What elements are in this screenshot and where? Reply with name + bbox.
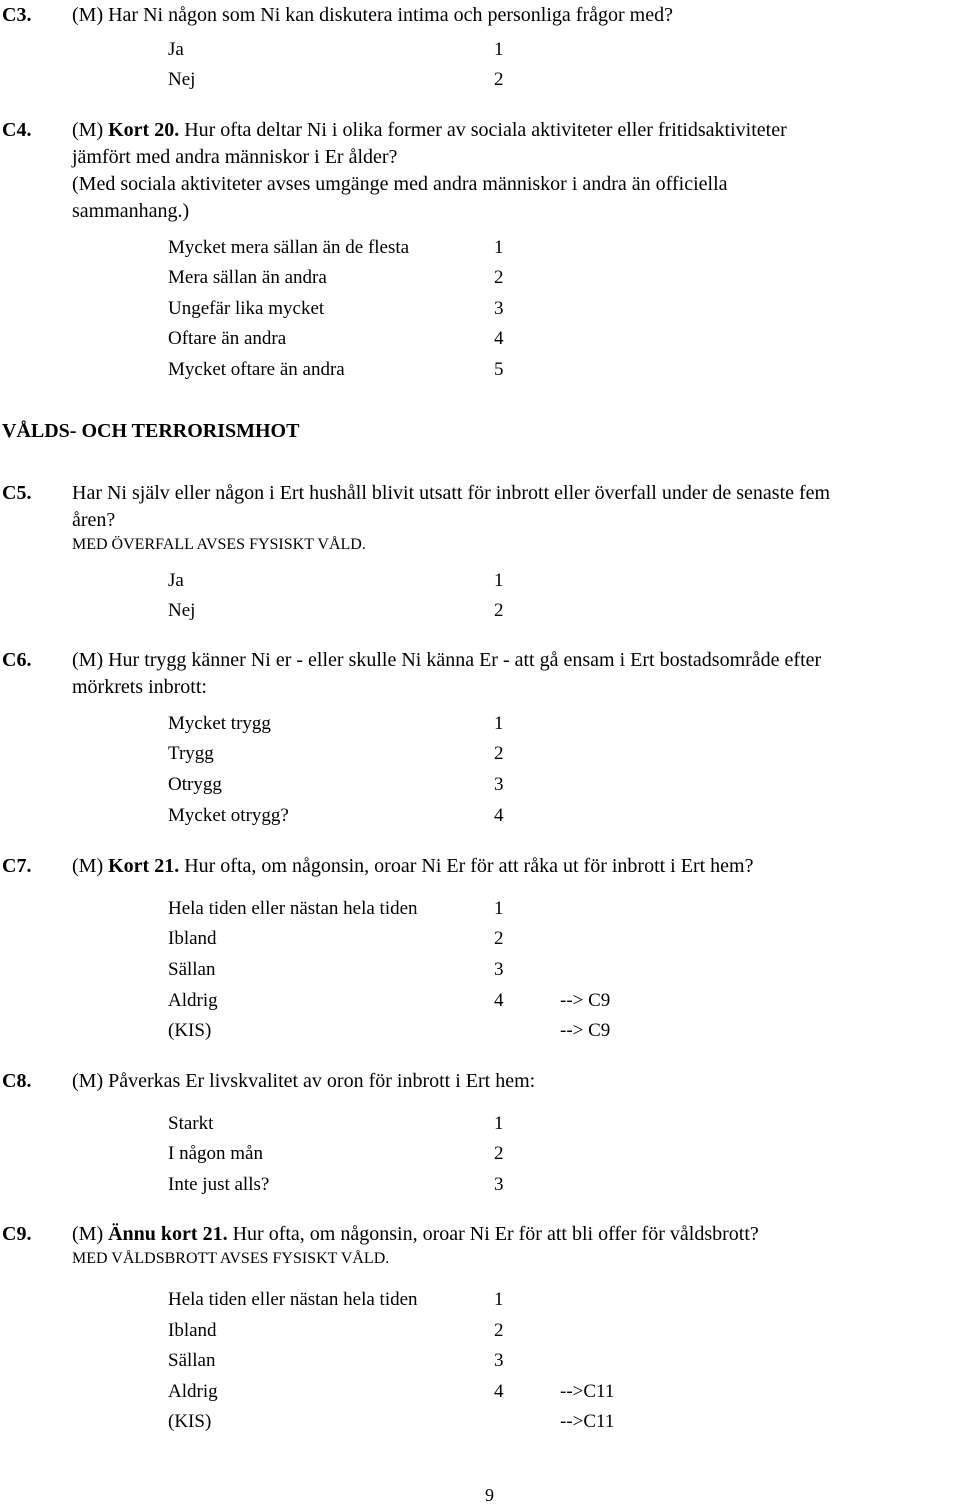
answer-option: Nej: [168, 600, 196, 621]
question-number: C8.: [2, 1070, 32, 1092]
skip-instruction: --> C9: [560, 990, 611, 1011]
answer-option: Starkt: [168, 1113, 214, 1134]
answer-option: Inte just alls?: [168, 1174, 270, 1195]
answer-code: 2: [494, 69, 504, 90]
answer-code: 3: [494, 1174, 504, 1195]
answer-option: Mycket mera sällan än de flesta: [168, 237, 410, 258]
answer-option: Trygg: [168, 743, 214, 764]
answer-option: Ibland: [168, 928, 217, 949]
answer-code: 1: [494, 1113, 504, 1134]
question-number: C9.: [2, 1223, 32, 1245]
page-number: 9: [485, 1485, 494, 1505]
question-text: (M) Hur trygg känner Ni er - eller skulle Ni känna Er - att gå ensam i Ert bostadsområde efter: [72, 649, 822, 671]
answer-code: 5: [494, 359, 504, 380]
answer-option: Nej: [168, 69, 196, 90]
question-text: Har Ni själv eller någon i Ert hushåll blivit utsatt för inbrott eller överfall under de senaste fem: [72, 482, 831, 504]
answer-option: Oftare än andra: [168, 328, 287, 349]
answer-code: 3: [494, 1350, 504, 1371]
question-text: (M) Kort 20. Hur ofta deltar Ni i olika former av sociala aktiviteter eller fritidsaktiviteter: [72, 119, 787, 141]
skip-instruction: -->C11: [560, 1411, 615, 1432]
answer-option: Hela tiden eller nästan hela tiden: [168, 898, 418, 919]
question-text: (M) Påverkas Er livskvalitet av oron för inbrott i Ert hem:: [72, 1070, 536, 1092]
question-text-line: mörkrets inbrott:: [72, 676, 207, 698]
question-number: C6.: [2, 649, 32, 671]
interviewer-note: MED ÖVERFALL AVSES FYSISKT VÅLD.: [72, 536, 366, 553]
answer-option: Sällan: [168, 959, 216, 980]
answer-code: 1: [494, 570, 504, 591]
question-number: C4.: [2, 119, 32, 141]
question-number: C5.: [2, 482, 32, 504]
answer-option: I någon mån: [168, 1143, 263, 1164]
answer-code: 4: [494, 990, 504, 1011]
question-text: (M) Kort 21. Hur ofta, om någonsin, oroar Ni Er för att råka ut för inbrott i Ert hem?: [72, 855, 754, 877]
question-text: (M) Har Ni någon som Ni kan diskutera intima och personliga frågor med?: [72, 4, 673, 26]
card-reference: Kort 20.: [108, 119, 180, 141]
answer-code: 1: [494, 39, 504, 60]
answer-code: 1: [494, 1289, 504, 1310]
answer-option: Aldrig: [168, 1381, 218, 1402]
answer-code: 2: [494, 1320, 504, 1341]
question-text-line: sammanhang.): [72, 200, 190, 222]
question-number: C7.: [2, 855, 32, 877]
answer-option: (KIS): [168, 1020, 212, 1041]
answer-code: 3: [494, 774, 504, 795]
answer-code: 2: [494, 928, 504, 949]
answer-code: 1: [494, 713, 504, 734]
answer-option: (KIS): [168, 1411, 212, 1432]
answer-code: 2: [494, 600, 504, 621]
answer-option: Hela tiden eller nästan hela tiden: [168, 1289, 418, 1310]
card-reference: Ännu kort 21.: [108, 1223, 228, 1245]
card-reference: Kort 21.: [108, 855, 180, 877]
answer-option: Ja: [168, 570, 184, 591]
answer-code: 4: [494, 328, 504, 349]
answer-option: Ibland: [168, 1320, 217, 1341]
answer-option: Ja: [168, 39, 184, 60]
answer-code: 2: [494, 1143, 504, 1164]
question-text-line: jämfört med andra människor i Er ålder?: [72, 146, 398, 168]
skip-instruction: -->C11: [560, 1381, 615, 1402]
answer-code: 2: [494, 743, 504, 764]
answer-option: Ungefär lika mycket: [168, 298, 325, 319]
answer-option: Mycket oftare än andra: [168, 359, 345, 380]
question-text-line: åren?: [72, 509, 116, 531]
answer-code: 2: [494, 267, 504, 288]
answer-code: 3: [494, 298, 504, 319]
answer-option: Aldrig: [168, 990, 218, 1011]
answer-option: Mycket otrygg?: [168, 805, 289, 826]
answer-code: 1: [494, 237, 504, 258]
question-text-line: (Med sociala aktiviteter avses umgänge med andra människor i andra än officiella: [72, 173, 728, 195]
answer-option: Otrygg: [168, 774, 222, 795]
answer-code: 4: [494, 1381, 504, 1402]
interviewer-note: MED VÅLDSBROTT AVSES FYSISKT VÅLD.: [72, 1250, 390, 1267]
question-text: (M) Ännu kort 21. Hur ofta, om någonsin, oroar Ni Er för att bli offer för våldsbrott?: [72, 1223, 759, 1245]
section-heading: VÅLDS- OCH TERRORISMHOT: [2, 420, 300, 442]
answer-option: Mycket trygg: [168, 713, 271, 734]
answer-code: 1: [494, 898, 504, 919]
answer-option: Sällan: [168, 1350, 216, 1371]
question-number: C3.: [2, 4, 32, 26]
answer-code: 4: [494, 805, 504, 826]
answer-code: 3: [494, 959, 504, 980]
answer-option: Mera sällan än andra: [168, 267, 327, 288]
skip-instruction: --> C9: [560, 1020, 611, 1041]
